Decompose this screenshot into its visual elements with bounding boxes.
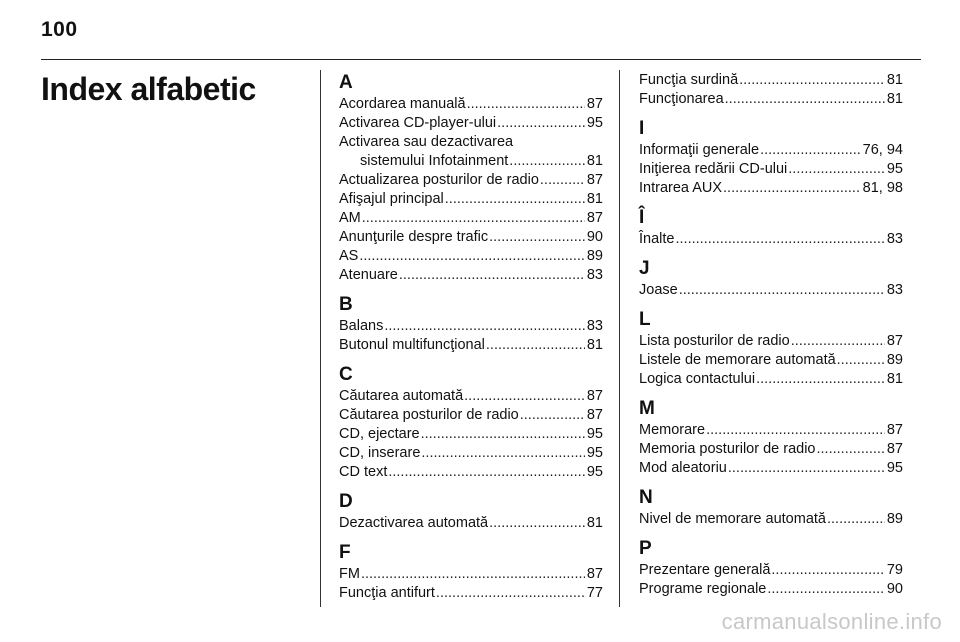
dot-leader [837, 351, 885, 370]
index-entry-page[interactable]: 87 [886, 333, 903, 349]
index-entry-term: Actualizarea posturilor de radio [339, 172, 539, 188]
dot-leader [706, 421, 885, 440]
index-entry-term: Afişajul principal [339, 191, 444, 207]
page-title: Index alfabetic [41, 71, 256, 107]
index-section [639, 486, 903, 529]
section-letter: L [639, 309, 651, 330]
index-entry[interactable] [339, 95, 603, 114]
index-entry-term: Funcţionarea [639, 91, 724, 107]
index-entry-term: Căutarea automată [339, 388, 464, 404]
index-entry-page[interactable]: 81 [586, 337, 603, 353]
index-entry[interactable] [639, 160, 903, 179]
index-entry-continuation: sistemului Infotainment [360, 153, 509, 169]
dot-leader [725, 90, 885, 109]
index-entry-page[interactable]: 95 [886, 161, 903, 177]
column-divider-left [320, 70, 321, 607]
dot-leader [361, 565, 585, 584]
index-entry-term: Înalte [639, 231, 675, 247]
index-entry[interactable] [639, 370, 903, 389]
index-entry-page[interactable]: 95 [886, 460, 903, 476]
index-entry[interactable] [339, 152, 603, 171]
index-entry[interactable] [339, 266, 603, 285]
index-entry[interactable] [639, 71, 903, 90]
index-entry-term: Nivel de memorare automată [639, 511, 826, 527]
index-entry-page[interactable]: 90 [886, 581, 903, 597]
dot-leader [362, 209, 585, 228]
index-entry[interactable] [339, 228, 603, 247]
index-entry-term: Logica contactului [639, 371, 756, 387]
index-entry-page[interactable]: 83 [586, 318, 603, 334]
index-entry[interactable] [339, 425, 603, 444]
index-entry[interactable] [339, 584, 603, 603]
dot-leader [760, 141, 861, 160]
index-section [339, 541, 603, 603]
index-entry[interactable] [639, 510, 903, 529]
index-entry-page[interactable]: 83 [586, 267, 603, 283]
index-section [339, 363, 603, 482]
index-entry[interactable] [339, 209, 603, 228]
dot-leader [827, 510, 885, 529]
index-entry[interactable] [339, 565, 603, 584]
dot-leader [675, 230, 884, 249]
index-section [639, 71, 903, 109]
index-entry[interactable] [339, 317, 603, 336]
dot-leader [489, 228, 585, 247]
index-entry-page[interactable]: 89 [886, 511, 903, 527]
index-entry-page[interactable]: 87 [586, 566, 603, 582]
index-entry-term: Mod aleatoriu [639, 460, 727, 476]
section-letter: A [339, 72, 353, 93]
index-entry[interactable] [639, 179, 903, 198]
watermark: carmanualsonline.info [721, 609, 942, 634]
index-entry-page[interactable]: 87 [586, 210, 603, 226]
dot-leader [767, 580, 885, 599]
index-entry-page[interactable]: 87 [886, 441, 903, 457]
index-entry-term: CD text [339, 464, 388, 480]
header-divider [41, 59, 921, 60]
index-entry-term: AS [339, 248, 359, 264]
index-entry-page[interactable]: 81 [886, 91, 903, 107]
dot-leader [467, 95, 585, 114]
index-entry-term: Dezactivarea automată [339, 515, 489, 531]
index-column-2 [639, 71, 903, 599]
index-section [639, 308, 903, 389]
dot-leader [388, 463, 585, 482]
dot-leader [771, 561, 884, 580]
index-entry[interactable] [339, 247, 603, 266]
index-entry[interactable] [639, 90, 903, 109]
index-entry-term: Lista posturilor de radio [639, 333, 790, 349]
index-entry[interactable] [639, 141, 903, 160]
index-entry[interactable] [639, 281, 903, 300]
section-letter: J [639, 258, 650, 279]
index-entry[interactable] [639, 440, 903, 459]
index-entry[interactable] [639, 332, 903, 351]
index-entry-page[interactable]: 87 [586, 96, 603, 112]
index-entry-term: Acordarea manuală [339, 96, 466, 112]
index-entry[interactable] [339, 336, 603, 355]
dot-leader [739, 71, 885, 90]
index-entry-term: Memorare [639, 422, 706, 438]
index-entry-page[interactable]: 81 [586, 191, 603, 207]
index-section [639, 257, 903, 300]
section-letter: P [639, 538, 652, 559]
section-letter: I [639, 118, 645, 139]
index-entry-page[interactable]: 81 [886, 72, 903, 88]
index-section [639, 117, 903, 198]
index-entry-page[interactable]: 81, 98 [862, 180, 903, 196]
index-column-1 [339, 71, 603, 603]
dot-leader [540, 171, 585, 190]
index-entry-term: CD, ejectare [339, 426, 420, 442]
index-entry-page[interactable]: 95 [586, 464, 603, 480]
index-entry-term: Programe regionale [639, 581, 767, 597]
dot-leader [723, 179, 861, 198]
index-entry-term: Funcţia surdină [639, 72, 739, 88]
index-entry-page[interactable]: 87 [586, 407, 603, 423]
page-number: 100 [41, 18, 78, 41]
index-entry-page[interactable]: 81 [586, 515, 603, 531]
index-entry-page[interactable]: 95 [586, 426, 603, 442]
index-section [639, 537, 903, 599]
dot-leader [489, 514, 585, 533]
index-entry-page[interactable]: 76, 94 [862, 142, 903, 158]
dot-leader [436, 584, 585, 603]
index-entry[interactable] [639, 230, 903, 249]
index-entry-page[interactable]: 77 [586, 585, 603, 601]
index-entry-term: AM [339, 210, 361, 226]
index-entry-page[interactable]: 90 [586, 229, 603, 245]
index-section [339, 293, 603, 355]
index-entry-page[interactable]: 87 [586, 388, 603, 404]
section-letter: Î [639, 207, 645, 228]
index-entry-term: Prezentare generală [639, 562, 771, 578]
index-section [639, 206, 903, 249]
index-entry-page[interactable]: 81 [586, 153, 603, 169]
dot-leader [520, 406, 585, 425]
index-entry-term: Butonul multifuncţional [339, 337, 485, 353]
index-entry-page[interactable]: 95 [586, 115, 603, 131]
index-entry-term: Listele de memorare automată [639, 352, 836, 368]
index-entry-term: Informaţii generale [639, 142, 760, 158]
dot-leader [497, 114, 585, 133]
index-entry-term: Activarea sau dezactivarea [339, 134, 514, 150]
section-letter: F [339, 542, 351, 563]
section-letter: D [339, 491, 353, 512]
index-entry[interactable] [339, 406, 603, 425]
index-entry-page[interactable]: 87 [586, 172, 603, 188]
dot-leader [384, 317, 585, 336]
dot-leader [817, 440, 885, 459]
dot-leader [445, 190, 585, 209]
index-entry-term: CD, inserare [339, 445, 421, 461]
dot-leader [756, 370, 885, 389]
index-entry-term: Balans [339, 318, 384, 334]
index-entry-term: Activarea CD-player-ului [339, 115, 497, 131]
dot-leader [421, 444, 584, 463]
dot-leader [728, 459, 885, 478]
index-entry[interactable] [339, 463, 603, 482]
index-entry-page[interactable]: 89 [886, 352, 903, 368]
dot-leader [464, 387, 585, 406]
index-entry-term: FM [339, 566, 360, 582]
index-entry[interactable] [639, 421, 903, 440]
dot-leader [486, 336, 585, 355]
index-section [339, 490, 603, 533]
index-entry-page[interactable]: 89 [586, 248, 603, 264]
index-entry[interactable] [339, 190, 603, 209]
dot-leader [421, 425, 585, 444]
index-entry-page[interactable]: 83 [886, 231, 903, 247]
dot-leader [791, 332, 885, 351]
dot-leader [679, 281, 885, 300]
index-entry[interactable] [339, 171, 603, 190]
index-entry-term: Intrarea AUX [639, 180, 723, 196]
index-entry[interactable] [639, 561, 903, 580]
index-entry-term: Memoria posturilor de radio [639, 441, 816, 457]
dot-leader [399, 266, 585, 285]
section-letter: B [339, 294, 353, 315]
index-entry[interactable] [639, 459, 903, 478]
index-section [339, 71, 603, 285]
index-entry-page[interactable]: 83 [886, 282, 903, 298]
section-letter: N [639, 487, 653, 508]
index-entry[interactable] [339, 444, 603, 463]
index-entry-term: Căutarea posturilor de radio [339, 407, 519, 423]
dot-leader [788, 160, 885, 179]
index-entry-page[interactable]: 95 [586, 445, 603, 461]
index-entry-term: Anunţurile despre trafic [339, 229, 489, 245]
column-divider-right [619, 70, 620, 607]
index-entry-term: Joase [639, 282, 678, 298]
index-section [639, 397, 903, 478]
index-entry-page[interactable]: 79 [886, 562, 903, 578]
index-entry[interactable] [639, 351, 903, 370]
dot-leader [359, 247, 585, 266]
dot-leader [509, 152, 585, 171]
section-letter: M [639, 398, 655, 419]
index-entry[interactable] [339, 114, 603, 133]
index-entry-term: Funcţia antifurt [339, 585, 435, 601]
index-entry-term: Atenuare [339, 267, 398, 283]
index-entry-term: Iniţierea redării CD-ului [639, 161, 788, 177]
index-entry[interactable] [639, 580, 903, 599]
index-entry[interactable] [339, 514, 603, 533]
section-letter: C [339, 364, 353, 385]
index-entry-page[interactable]: 87 [886, 422, 903, 438]
index-entry-page[interactable]: 81 [886, 371, 903, 387]
index-entry[interactable] [339, 387, 603, 406]
